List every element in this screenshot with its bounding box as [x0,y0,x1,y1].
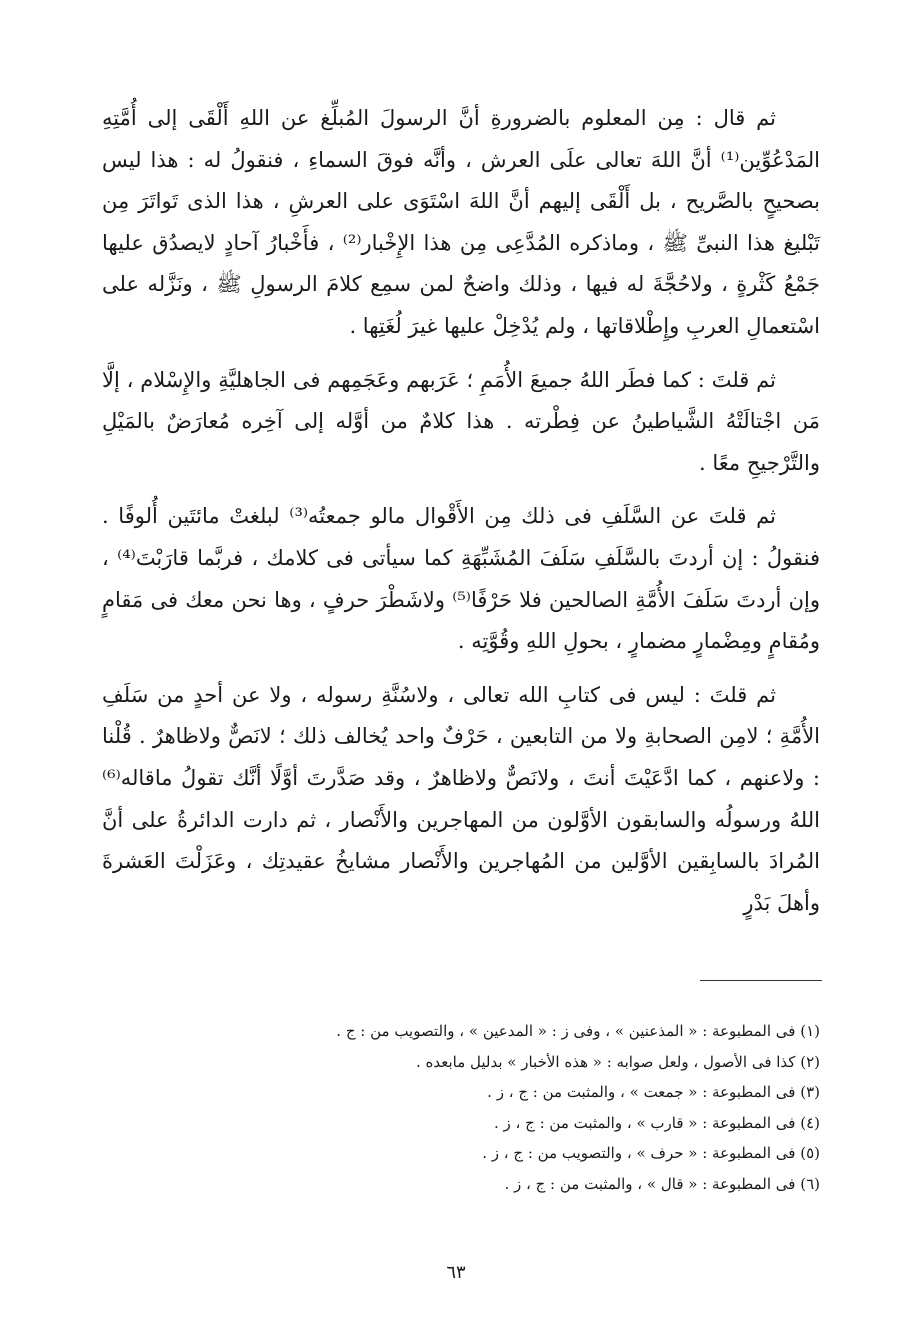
paragraph-3: ثم قلتَ عن السَّلَفِ فى ذلك مِن الأَقْوال مالو جمعتُه⁽³⁾ لبلغتْ مائتَين أُلوفًا . فنقولُ : إن أردتَ بالسَّلَفِ سَلَفَ المُشَبِّهَةِ كما سيأتى فى كلامك ، فربَّما قارَبْتَ⁽⁴⁾ ، وإن أردتَ سَلَفَ الأُمَّةِ الصالحين فلا حَرْفًا⁽⁵⁾ ولاشَطْرَ حرفٍ ، وها نحن معك فى مَقامٍ ومُقامٍ ومِضْمارٍ مضمارٍ ، بحولِ اللهِ وقُوَّتِه . [102,504,820,654]
page-number: ٦٣ [446,1262,466,1283]
footnote-5: (٥) فى المطبوعة : « حرف » ، والتصويب من : ج ، ز . [482,1144,820,1162]
footnotes [102,1016,820,1199]
paragraph-4: ثم قلتَ : ليس فى كتابِ الله تعالى ، ولاسُنَّةِ رسوله ، ولا عن أحدٍ من سَلَفِ الأُمَّةِ ؛ لامِن الصحابةِ ولا من التابعين ، حَرْفٌ واحد يُخالف ذلك ؛ لانَصٌّ ولاظاهرٌ . قُلْنا : ولاعنهم ، كما ادَّعَيْتَ أنتَ ، ولانَصٌّ ولاظاهرٌ ، وقد صَدَّرتَ أوَّلًا أنَّك تقولُ ماقاله⁽⁶⁾ اللهُ ورسولُه والسابقون الأوَّلون من المهاجرين والأَنْصار ، ثم دارت الدائرةُ على أنَّ المُرادَ بالسابِقين الأوَّلين من المُهاجرين والأَنْصار مشايخُ عقيدتِك ، وعَزَلْتَ العَشرةَ وأهلَ بَدْرٍ [102,682,820,915]
main-text [102,98,820,936]
footnote-separator [700,980,822,981]
paragraph-2: ثم قلتَ : كما فطَر اللهُ جميعَ الأُمَمِ ؛ عَرَبهم وعَجَمِهم فى الجاهليَّةِ والإِسْلام ، إلَّا مَن اجْتالَتْهُ الشَّياطينُ عن فِطْرته . هذا كلامٌ من أوَّله إلى آخِره مُعارَضٌ بالمَيْلِ والتَّرْجيحِ معًا . [102,367,820,475]
footnote-4: (٤) فى المطبوعة : « قارب » ، والمثبت من : ج ، ز . [493,1113,820,1132]
footnote-6: (٦) فى المطبوعة : « قال » ، والمثبت من : ج ، ز . [504,1174,820,1193]
footnote-3: (٣) فى المطبوعة : « جمعت » ، والمثبت من : ج ، ز . [487,1083,820,1101]
paragraph-1: ثم قال : مِن المعلوم بالضرورةِ أنَّ الرسولَ المُبلِّغ عن اللهِ أَلْقَى إلى أُمَّتِهِ المَدْعُوِّين⁽¹⁾ أنَّ اللهَ تعالى علَى العرش ، وأنَّه فوقَ السماءِ ، فنقولُ له : هذا ليس بصحيحٍ بالصَّريح ، بل أَلْقَى إليهم أنَّ اللهَ اسْتَوَى على العرشِ ، هذا الذى تَواتَرَ مِن تَبْليغ هذا النبىِّ ﷺ ، وماذكره المُدَّعِى مِن هذا الإِخْبار⁽²⁾ ، فأَخْبارُ آحادٍ لايصدُق عليها جَمْعُ كَثْرةٍ ، ولاحُجَّةَ له فيها ، وذلك واضحٌ لمن سمِع كلامَ الرسولِ ﷺ ، ونَزَّله على اسْتعمالِ العربِ وإِطْلاقاتها ، ولم يُدْخِلْ عليها غيرَ لُغَتِها . [102,106,820,338]
footnote-1: (١) فى المطبوعة : « المذعنين » ، وفى ز : « المدعين » ، والتصويب من : ج . [336,1022,820,1040]
footnote-2: (٢) كذا فى الأصول ، ولعل صوابه : « هذه الأخبار » بدليل مابعده . [415,1052,820,1071]
